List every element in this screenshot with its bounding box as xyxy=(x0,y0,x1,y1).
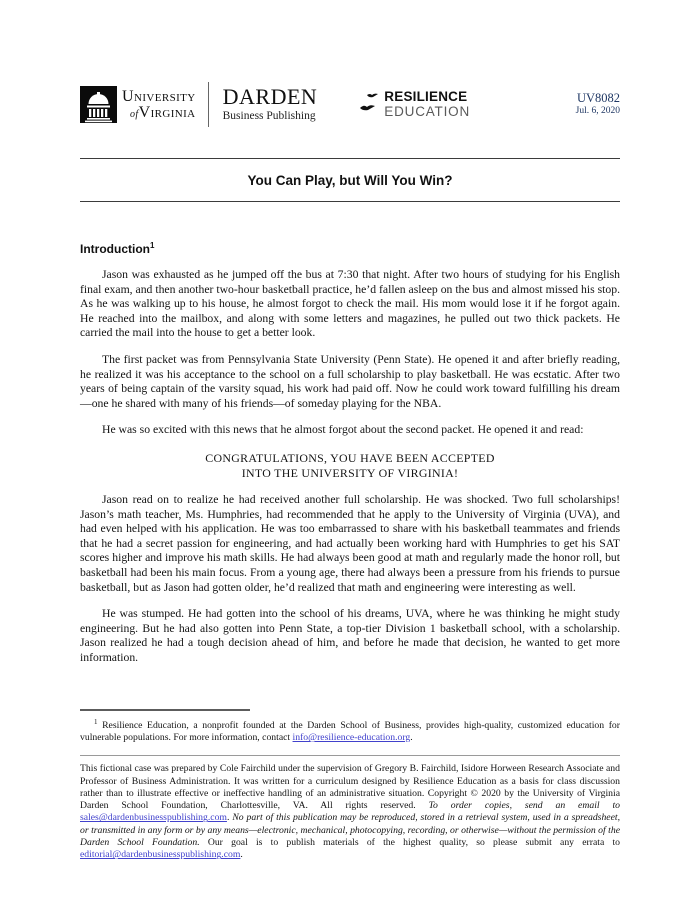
paragraph-1: Jason was exhausted as he jumped off the bus at 7:30 that night. After two hours of studying for his English final exam, and then another two-hour basketball practice, he’d fallen asleep on the bus and almost missed his stop. As he was walking up to his house, he almost forgot to check the mail. His mom would lose it if he forgot again. He reached into the mailbox, and along with some letters and magazines, he pulled out two thick packets. He carried the mail into the house to get a better look. xyxy=(80,268,620,340)
footnote-reference: 1 xyxy=(149,241,155,250)
sales-email-link[interactable]: sales@dardenbusinesspublishing.com xyxy=(80,812,227,824)
page-title: You Can Play, but Will You Win? xyxy=(247,173,453,188)
copyright-block xyxy=(80,763,620,861)
copyright-text-2: . xyxy=(226,812,233,824)
paragraph-2: The first packet was from Pennsylvania State University (Penn State). He opened it and after briefly reading, he realized it was his acceptance to the school on a full scholarship to play basketball. He was ecstatic. After two years of being captain of the varsity squad, his work had paid off. Now he could work toward fulfilling his dream—one he shared with many of his friends—of someday playing for the NBA. xyxy=(80,352,620,410)
logo-divider xyxy=(208,82,209,127)
uva-line2-cap: V xyxy=(138,103,151,121)
uva-line1: NIVERSITY xyxy=(133,92,196,105)
footnote-number: 1 xyxy=(94,718,98,726)
uva-line1-cap: U xyxy=(122,88,134,106)
acceptance-line2: INTO THE UNIVERSITY OF VIRGINIA! xyxy=(241,465,459,480)
copyright-text-1: This fictional case was prepared by Cole Fairchild under the supervision of Gregory B. Fairchild, Isidore Horween Research Associate and Professor of Business Administration. It was written for a curriculum designed by Resilience Education as a basis for class discussion rather than to illustrate effective or ineffective handling of an administrative situation. Copyright © 2020 by the University of Virginia Darden School Foundation, Charlottesville, VA. All rights reserved. xyxy=(80,763,620,812)
document-date: Jul. 6, 2020 xyxy=(575,106,620,117)
title-rule-bottom xyxy=(80,201,620,202)
rotunda-icon xyxy=(80,86,117,123)
birds-icon xyxy=(359,92,381,118)
copyright-text-3: Our goal is to publish materials of the highest quality, so please submit any errata to xyxy=(199,837,620,849)
resilience-line2: EDUCATION xyxy=(384,103,470,119)
uva-line2: IRGINIA xyxy=(150,107,196,120)
paragraph-5: He was stumped. He had gotten into the school of his dreams, UVA, where he was thinking he might study engineering. But he had also gotten into Penn State, a top-tier Division 1 basketball school, with a scholarship. Jason realized he had a tough decision ahead of him, and before he made that decision, he wanted to get more information. xyxy=(80,607,620,664)
section-heading-text: Introduction xyxy=(80,242,150,256)
uva-wordmark xyxy=(122,89,196,119)
masthead xyxy=(80,82,620,127)
resilience-line1: RESILIENCE xyxy=(384,89,468,105)
editorial-email-link[interactable]: editorial@dardenbusinesspublishing.com xyxy=(80,849,241,861)
footnote xyxy=(80,716,620,744)
paragraph-4: Jason read on to realize he had received another full scholarship. He was shocked. Two full scholarships! Jason’s math teacher, Ms. Humphries, had recommended that he apply to the University of Virginia (UVA), and had even helped with his application. He was too embarrassed to share with his basketball teammates and friends that he had a secret passion for engineering, and had actually been working hard with Humphries to get his SAT scores higher and improve his math skills. He had always been good at math and regularly made the honor roll, but basketball had been his main focus. From a young age, there had always been a pressure from his friends to pursue basketball, but as Jason had gotten older, he’d realized that math and engineering were interesting as well. xyxy=(80,492,620,594)
copyright-rule xyxy=(80,755,620,756)
footnote-text: Resilience Education, a nonprofit founded at the Darden School of Business, provides high-quality, customized education for vulnerable populations. For more information, contact xyxy=(80,720,620,744)
document-number: UV8082 xyxy=(576,90,620,105)
acceptance-line1: CONGRATULATIONS, YOU HAVE BEEN ACCEPTED xyxy=(205,450,495,465)
document-id-block xyxy=(576,91,620,119)
copyright-text-4: . xyxy=(240,849,243,861)
copyright-italic-1: To order copies, send an email to xyxy=(428,800,620,812)
section-heading xyxy=(80,241,620,256)
darden-logo xyxy=(223,86,318,123)
copyright-italic-2: No part of this publication may be reproduced, stored in a retrieval system, used in a spreadsheet, or transmitted in any form or by any means—electronic, mechanical, photocopying, recording, or otherwise—without the permission of the Darden School Foundation. xyxy=(80,812,620,849)
darden-subtitle: Business Publishing xyxy=(222,110,316,123)
resilience-wordmark xyxy=(384,90,470,118)
uva-logo xyxy=(80,86,196,123)
acceptance-announcement xyxy=(80,451,620,481)
footnote-text-end: . xyxy=(410,732,413,744)
darden-name: DARDEN xyxy=(222,84,318,110)
footnote-email-link[interactable]: info@resilience-education.org xyxy=(292,732,411,744)
page-footer xyxy=(80,709,620,862)
paragraph-3: He was so excited with this news that he almost forgot about the second packet. He opened it and read: xyxy=(102,423,584,437)
resilience-logo xyxy=(359,90,470,118)
footnote-separator xyxy=(80,709,250,711)
uva-of: of xyxy=(130,108,139,120)
